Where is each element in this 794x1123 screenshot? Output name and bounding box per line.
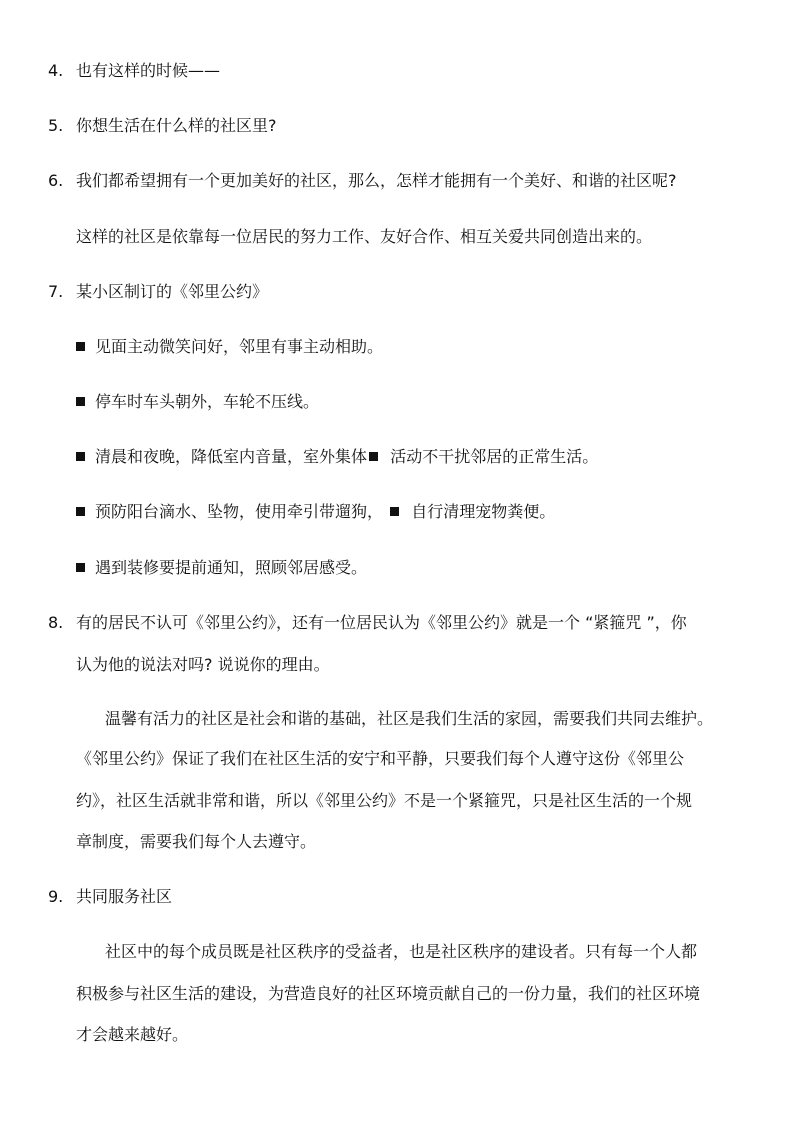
rule-text-part: 清晨和夜晚，降低室内音量，室外集体	[95, 447, 368, 466]
answer-text: 章制度，需要我们每个人去遵守。	[76, 832, 317, 851]
item-number: 7.	[48, 282, 64, 301]
rule-text-part: 活动不干扰邻居的正常生活。	[390, 447, 599, 466]
rule-text: 停车时车头朝外，车轮不压线。	[95, 392, 320, 411]
item-number: 8.	[48, 613, 64, 632]
item-text: 我们都希望拥有一个更加美好的社区，那么，怎样才能拥有一个美好、和谐的社区呢?	[76, 171, 677, 190]
item-text: 你想生活在什么样的社区里?	[76, 116, 277, 135]
rule-text: 见面主动微笑问好，邻里有事主动相助。	[95, 337, 384, 356]
answer-text: 温馨有活力的社区是社会和谐的基础，社区是我们生活的家园，需要我们共同去维护。	[105, 709, 714, 728]
bullet-square-icon	[76, 452, 85, 461]
rule-text	[95, 502, 555, 522]
item-text: 共同服务社区	[76, 887, 173, 906]
answer-text: 社区中的每个成员既是社区秩序的受益者，也是社区秩序的建设者。只有每一个人都	[105, 942, 698, 961]
rule-text: 遇到装修要提前通知，照顾邻居感受。	[95, 558, 368, 577]
answer-text: 积极参与社区生活的建设，为营造良好的社区环境贡献自己的一份力量，我们的社区环境	[76, 984, 701, 1003]
rule-text-part: 自行清理宠物粪便。	[411, 502, 556, 521]
bullet-square-icon	[76, 563, 85, 572]
rule-text-part: 预防阳台滴水、坠物，使用牵引带遛狗，	[95, 502, 384, 521]
bullet-square-icon	[390, 507, 399, 516]
rule-text	[95, 447, 598, 467]
bullet-square-icon	[369, 452, 378, 461]
item-text: 也有这样的时候——	[76, 61, 221, 80]
bullet-square-icon	[76, 342, 85, 351]
answer-text: 《邻里公约》保证了我们在社区生活的安宁和平静，只要我们每个人遵守这份《邻里公	[76, 749, 685, 768]
item-number: 9.	[48, 887, 64, 906]
answer-text: 这样的社区是依靠每一位居民的努力工作、友好合作、相互关爱共同创造出来的。	[76, 227, 653, 246]
item-text: 认为他的说法对吗? 说说你的理由。	[76, 655, 330, 674]
item-number: 4.	[48, 61, 64, 80]
answer-text: 才会越来越好。	[76, 1025, 189, 1044]
bullet-square-icon	[76, 507, 85, 516]
answer-text: 约》，社区生活就非常和谐，所以《邻里公约》不是一个紧箍咒，只是社区生活的一个规	[76, 791, 693, 810]
item-text: 某小区制订的《邻里公约》	[76, 282, 269, 301]
item-number: 6.	[48, 171, 64, 190]
bullet-square-icon	[76, 397, 85, 406]
item-text: 有的居民不认可《邻里公约》，还有一位居民认为《邻里公约》就是一个 “紧箍咒 ”，你	[76, 613, 687, 632]
item-number: 5.	[48, 116, 64, 135]
